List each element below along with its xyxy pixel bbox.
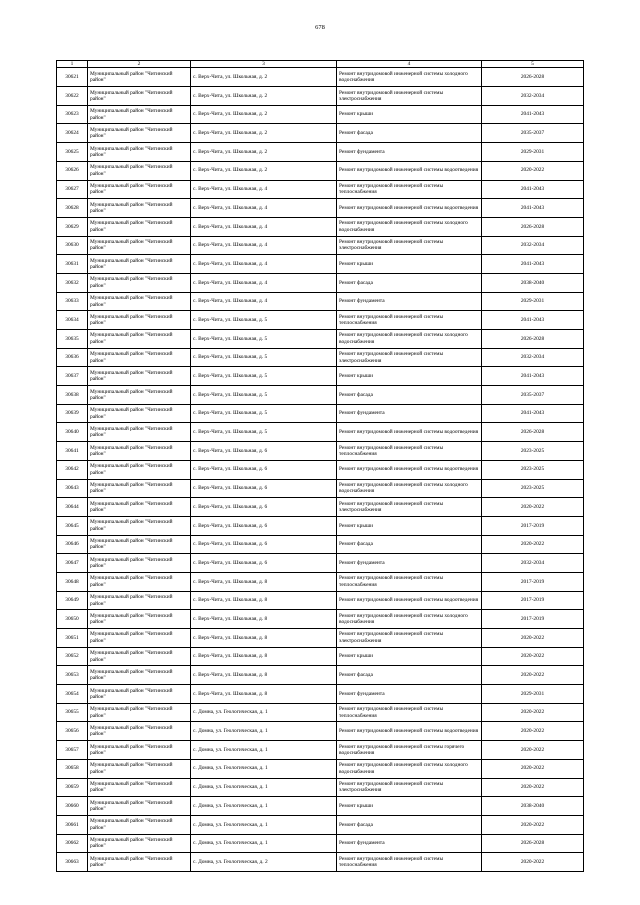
- row-number-cell: 30627: [57, 180, 88, 199]
- row-number-cell: 30641: [57, 442, 88, 461]
- work-type-cell: Ремонт фасада: [337, 815, 482, 834]
- row-number-cell: 30637: [57, 367, 88, 386]
- table-row: [57, 180, 584, 199]
- table-row: [57, 348, 584, 367]
- work-type-cell: Ремонт внутридомовой инженерной системы теплоснабжения: [337, 703, 482, 722]
- address-cell: с. Домна, ул. Геологическая, д. 1: [191, 703, 337, 722]
- table-row: [57, 330, 584, 349]
- address-cell: с. Верх-Чита, ул. Школьная, д. 2: [191, 87, 337, 106]
- period-cell: 2020-2022: [482, 815, 584, 834]
- address-cell: с. Верх-Чита, ул. Школьная, д. 6: [191, 498, 337, 517]
- municipality-cell: Муниципальный район "Читинский район": [88, 105, 191, 124]
- page-number: 678: [315, 24, 325, 31]
- table-row: [57, 460, 584, 479]
- table-row: [57, 685, 584, 704]
- row-number-cell: 30657: [57, 741, 88, 760]
- work-type-cell: Ремонт крыши: [337, 797, 482, 816]
- row-number-cell: 30631: [57, 255, 88, 274]
- municipality-cell: Муниципальный район "Читинский район": [88, 87, 191, 106]
- work-type-cell: Ремонт внутридомовой инженерной системы электроснабжения: [337, 629, 482, 648]
- address-cell: с. Верх-Чита, ул. Школьная, д. 5: [191, 404, 337, 423]
- table-row: [57, 479, 584, 498]
- row-number-cell: 30638: [57, 386, 88, 405]
- municipality-cell: Муниципальный район "Читинский район": [88, 311, 191, 330]
- table-row: [57, 124, 584, 143]
- municipality-cell: Муниципальный район "Читинский район": [88, 143, 191, 162]
- municipality-cell: Муниципальный район "Читинский район": [88, 703, 191, 722]
- row-number-cell: 30654: [57, 685, 88, 704]
- address-cell: с. Верх-Чита, ул. Школьная, д. 6: [191, 516, 337, 535]
- table-row: [57, 722, 584, 741]
- table-row: [57, 386, 584, 405]
- work-type-cell: Ремонт внутридомовой инженерной системы теплоснабжения: [337, 853, 482, 872]
- period-cell: 2023-2025: [482, 479, 584, 498]
- period-cell: 2020-2022: [482, 722, 584, 741]
- row-number-cell: 30628: [57, 199, 88, 218]
- work-type-cell: Ремонт фасада: [337, 386, 482, 405]
- table-row: [57, 68, 584, 87]
- municipality-cell: Муниципальный район "Читинский район": [88, 348, 191, 367]
- row-number-cell: 30653: [57, 666, 88, 685]
- table-row: [57, 815, 584, 834]
- work-type-cell: Ремонт внутридомовой инженерной системы водоотведения: [337, 591, 482, 610]
- municipality-cell: Муниципальный район "Читинский район": [88, 778, 191, 797]
- period-cell: 2032-2034: [482, 236, 584, 255]
- period-cell: 2023-2025: [482, 460, 584, 479]
- period-cell: 2020-2022: [482, 778, 584, 797]
- table-row: [57, 161, 584, 180]
- row-number-cell: 30626: [57, 161, 88, 180]
- row-number-cell: 30624: [57, 124, 88, 143]
- period-cell: 2026-2028: [482, 423, 584, 442]
- municipality-cell: Муниципальный район "Читинский район": [88, 516, 191, 535]
- period-cell: 2020-2022: [482, 703, 584, 722]
- address-cell: с. Домна, ул. Геологическая, д. 2: [191, 853, 337, 872]
- work-type-cell: Ремонт внутридомовой инженерной системы теплоснабжения: [337, 572, 482, 591]
- period-cell: 2026-2028: [482, 68, 584, 87]
- row-number-cell: 30647: [57, 554, 88, 573]
- table-row: [57, 797, 584, 816]
- table-row: [57, 853, 584, 872]
- municipality-cell: Муниципальный район "Читинский район": [88, 610, 191, 629]
- address-cell: с. Верх-Чита, ул. Школьная, д. 8: [191, 685, 337, 704]
- work-type-cell: Ремонт внутридомовой инженерной системы холодного водоснабжения: [337, 479, 482, 498]
- municipality-cell: Муниципальный район "Читинский район": [88, 685, 191, 704]
- address-cell: с. Верх-Чита, ул. Школьная, д. 8: [191, 647, 337, 666]
- address-cell: с. Верх-Чита, ул. Школьная, д. 5: [191, 386, 337, 405]
- municipality-cell: Муниципальный район "Читинский район": [88, 161, 191, 180]
- address-cell: с. Домна, ул. Геологическая, д. 1: [191, 834, 337, 853]
- table-row: [57, 423, 584, 442]
- table-row: [57, 778, 584, 797]
- row-number-cell: 30623: [57, 105, 88, 124]
- work-type-cell: Ремонт внутридомовой инженерной системы теплоснабжения: [337, 180, 482, 199]
- row-number-cell: 30636: [57, 348, 88, 367]
- period-cell: 2041-2043: [482, 367, 584, 386]
- work-type-cell: Ремонт внутридомовой инженерной системы теплоснабжения: [337, 442, 482, 461]
- row-number-cell: 30621: [57, 68, 88, 87]
- period-cell: 2020-2022: [482, 535, 584, 554]
- work-type-cell: Ремонт фундамента: [337, 292, 482, 311]
- work-type-cell: Ремонт внутридомовой инженерной системы водоотведения: [337, 460, 482, 479]
- address-cell: с. Верх-Чита, ул. Школьная, д. 5: [191, 311, 337, 330]
- work-type-cell: Ремонт внутридомовой инженерной системы водоотведения: [337, 199, 482, 218]
- address-cell: с. Верх-Чита, ул. Школьная, д. 4: [191, 273, 337, 292]
- address-cell: с. Верх-Чита, ул. Школьная, д. 4: [191, 255, 337, 274]
- municipality-cell: Муниципальный район "Читинский район": [88, 834, 191, 853]
- work-type-cell: Ремонт крыши: [337, 647, 482, 666]
- table-row: [57, 591, 584, 610]
- period-cell: 2026-2028: [482, 217, 584, 236]
- column-header: 3: [191, 61, 337, 68]
- period-cell: 2017-2019: [482, 516, 584, 535]
- capital-repair-table: [56, 60, 584, 872]
- row-number-cell: 30643: [57, 479, 88, 498]
- address-cell: с. Верх-Чита, ул. Школьная, д. 2: [191, 105, 337, 124]
- period-cell: 2020-2022: [482, 741, 584, 760]
- address-cell: с. Верх-Чита, ул. Школьная, д. 5: [191, 330, 337, 349]
- period-cell: 2023-2025: [482, 442, 584, 461]
- row-number-cell: 30659: [57, 778, 88, 797]
- address-cell: с. Верх-Чита, ул. Школьная, д. 2: [191, 143, 337, 162]
- address-cell: с. Домна, ул. Геологическая, д. 1: [191, 722, 337, 741]
- row-number-cell: 30646: [57, 535, 88, 554]
- municipality-cell: Муниципальный район "Читинский район": [88, 180, 191, 199]
- row-number-cell: 30645: [57, 516, 88, 535]
- table-row: [57, 311, 584, 330]
- address-cell: с. Домна, ул. Геологическая, д. 1: [191, 797, 337, 816]
- table-row: [57, 647, 584, 666]
- period-cell: 2032-2034: [482, 87, 584, 106]
- work-type-cell: Ремонт внутридомовой инженерной системы электроснабжения: [337, 236, 482, 255]
- table-row: [57, 442, 584, 461]
- table-row: [57, 87, 584, 106]
- municipality-cell: Муниципальный район "Читинский район": [88, 759, 191, 778]
- work-type-cell: Ремонт внутридомовой инженерной системы электроснабжения: [337, 498, 482, 517]
- municipality-cell: Муниципальный район "Читинский район": [88, 367, 191, 386]
- address-cell: с. Домна, ул. Геологическая, д. 1: [191, 815, 337, 834]
- address-cell: с. Домна, ул. Геологическая, д. 1: [191, 741, 337, 760]
- table-row: [57, 255, 584, 274]
- row-number-cell: 30633: [57, 292, 88, 311]
- row-number-cell: 30663: [57, 853, 88, 872]
- row-number-cell: 30656: [57, 722, 88, 741]
- address-cell: с. Верх-Чита, ул. Школьная, д. 8: [191, 610, 337, 629]
- row-number-cell: 30630: [57, 236, 88, 255]
- table-row: [57, 741, 584, 760]
- row-number-cell: 30648: [57, 572, 88, 591]
- address-cell: с. Верх-Чита, ул. Школьная, д. 2: [191, 68, 337, 87]
- table-row: [57, 759, 584, 778]
- period-cell: 2029-2031: [482, 143, 584, 162]
- municipality-cell: Муниципальный район "Читинский район": [88, 273, 191, 292]
- table-row: [57, 273, 584, 292]
- row-number-cell: 30650: [57, 610, 88, 629]
- municipality-cell: Муниципальный район "Читинский район": [88, 330, 191, 349]
- table-row: [57, 292, 584, 311]
- work-type-cell: Ремонт внутридомовой инженерной системы водоотведения: [337, 161, 482, 180]
- address-cell: с. Верх-Чита, ул. Школьная, д. 8: [191, 572, 337, 591]
- row-number-cell: 30642: [57, 460, 88, 479]
- work-type-cell: Ремонт внутридомовой инженерной системы теплоснабжения: [337, 311, 482, 330]
- work-type-cell: Ремонт внутридомовой инженерной системы холодного водоснабжения: [337, 330, 482, 349]
- municipality-cell: Муниципальный район "Читинский район": [88, 535, 191, 554]
- work-type-cell: Ремонт фундамента: [337, 143, 482, 162]
- column-header: 2: [88, 61, 191, 68]
- address-cell: с. Верх-Чита, ул. Школьная, д. 6: [191, 442, 337, 461]
- period-cell: 2020-2022: [482, 629, 584, 648]
- municipality-cell: Муниципальный район "Читинский район": [88, 404, 191, 423]
- municipality-cell: Муниципальный район "Читинский район": [88, 479, 191, 498]
- table-row: [57, 367, 584, 386]
- column-header: 5: [482, 61, 584, 68]
- period-cell: 2038-2040: [482, 273, 584, 292]
- table-row: [57, 703, 584, 722]
- table-row: [57, 236, 584, 255]
- period-cell: 2017-2019: [482, 572, 584, 591]
- period-cell: 2032-2034: [482, 348, 584, 367]
- municipality-cell: Муниципальный район "Читинский район": [88, 386, 191, 405]
- table-header: [57, 61, 584, 68]
- municipality-cell: Муниципальный район "Читинский район": [88, 591, 191, 610]
- row-number-cell: 30634: [57, 311, 88, 330]
- work-type-cell: Ремонт внутридомовой инженерной системы холодного водоснабжения: [337, 610, 482, 629]
- work-type-cell: Ремонт фасада: [337, 666, 482, 685]
- table-row: [57, 572, 584, 591]
- period-cell: 2020-2022: [482, 161, 584, 180]
- period-cell: 2035-2037: [482, 386, 584, 405]
- municipality-cell: Муниципальный район "Читинский район": [88, 236, 191, 255]
- row-number-cell: 30632: [57, 273, 88, 292]
- period-cell: 2020-2022: [482, 647, 584, 666]
- municipality-cell: Муниципальный район "Читинский район": [88, 217, 191, 236]
- period-cell: 2041-2043: [482, 105, 584, 124]
- period-cell: 2029-2031: [482, 292, 584, 311]
- address-cell: с. Верх-Чита, ул. Школьная, д. 4: [191, 199, 337, 218]
- municipality-cell: Муниципальный район "Читинский район": [88, 292, 191, 311]
- work-type-cell: Ремонт внутридомовой инженерной системы водоотведения: [337, 722, 482, 741]
- row-number-cell: 30644: [57, 498, 88, 517]
- work-type-cell: Ремонт фундамента: [337, 685, 482, 704]
- table-row: [57, 834, 584, 853]
- table-row: [57, 498, 584, 517]
- row-number-cell: 30662: [57, 834, 88, 853]
- municipality-cell: Муниципальный район "Читинский район": [88, 68, 191, 87]
- table-row: [57, 143, 584, 162]
- period-cell: 2035-2037: [482, 124, 584, 143]
- address-cell: с. Домна, ул. Геологическая, д. 1: [191, 759, 337, 778]
- table-row: [57, 666, 584, 685]
- row-number-cell: 30655: [57, 703, 88, 722]
- row-number-cell: 30661: [57, 815, 88, 834]
- period-cell: 2038-2040: [482, 797, 584, 816]
- work-type-cell: Ремонт фасада: [337, 535, 482, 554]
- municipality-cell: Муниципальный район "Читинский район": [88, 797, 191, 816]
- table-row: [57, 217, 584, 236]
- period-cell: 2020-2022: [482, 498, 584, 517]
- work-type-cell: Ремонт крыши: [337, 105, 482, 124]
- row-number-cell: 30660: [57, 797, 88, 816]
- address-cell: с. Верх-Чита, ул. Школьная, д. 6: [191, 479, 337, 498]
- period-cell: 2041-2043: [482, 255, 584, 274]
- address-cell: с. Верх-Чита, ул. Школьная, д. 6: [191, 554, 337, 573]
- address-cell: с. Верх-Чита, ул. Школьная, д. 6: [191, 535, 337, 554]
- municipality-cell: Муниципальный район "Читинский район": [88, 199, 191, 218]
- work-type-cell: Ремонт фундамента: [337, 834, 482, 853]
- work-type-cell: Ремонт фасада: [337, 124, 482, 143]
- municipality-cell: Муниципальный район "Читинский район": [88, 741, 191, 760]
- header-row: [57, 61, 584, 68]
- period-cell: 2020-2022: [482, 666, 584, 685]
- period-cell: 2026-2028: [482, 834, 584, 853]
- period-cell: 2020-2022: [482, 759, 584, 778]
- table-row: [57, 554, 584, 573]
- municipality-cell: Муниципальный район "Читинский район": [88, 255, 191, 274]
- municipality-cell: Муниципальный район "Читинский район": [88, 554, 191, 573]
- work-type-cell: Ремонт крыши: [337, 516, 482, 535]
- work-type-cell: Ремонт внутридомовой инженерной системы электроснабжения: [337, 87, 482, 106]
- row-number-cell: 30640: [57, 423, 88, 442]
- municipality-cell: Муниципальный район "Читинский район": [88, 647, 191, 666]
- work-type-cell: Ремонт внутридомовой инженерной системы электроснабжения: [337, 348, 482, 367]
- work-type-cell: Ремонт фасада: [337, 273, 482, 292]
- row-number-cell: 30635: [57, 330, 88, 349]
- table-row: [57, 516, 584, 535]
- table-row: [57, 199, 584, 218]
- address-cell: с. Верх-Чита, ул. Школьная, д. 5: [191, 367, 337, 386]
- address-cell: с. Верх-Чита, ул. Школьная, д. 4: [191, 236, 337, 255]
- address-cell: с. Верх-Чита, ул. Школьная, д. 4: [191, 180, 337, 199]
- work-type-cell: Ремонт внутридомовой инженерной системы водоотведения: [337, 423, 482, 442]
- row-number-cell: 30652: [57, 647, 88, 666]
- address-cell: с. Верх-Чита, ул. Школьная, д. 8: [191, 666, 337, 685]
- table-row: [57, 105, 584, 124]
- municipality-cell: Муниципальный район "Читинский район": [88, 853, 191, 872]
- column-header: 4: [337, 61, 482, 68]
- row-number-cell: 30625: [57, 143, 88, 162]
- municipality-cell: Муниципальный район "Читинский район": [88, 423, 191, 442]
- period-cell: 2020-2022: [482, 853, 584, 872]
- address-cell: с. Домна, ул. Геологическая, д. 1: [191, 778, 337, 797]
- work-type-cell: Ремонт внутридомовой инженерной системы горячего водоснабжения: [337, 741, 482, 760]
- address-cell: с. Верх-Чита, ул. Школьная, д. 6: [191, 460, 337, 479]
- address-cell: с. Верх-Чита, ул. Школьная, д. 5: [191, 423, 337, 442]
- table-row: [57, 629, 584, 648]
- work-type-cell: Ремонт фундамента: [337, 404, 482, 423]
- table-row: [57, 610, 584, 629]
- row-number-cell: 30622: [57, 87, 88, 106]
- period-cell: 2017-2019: [482, 591, 584, 610]
- work-type-cell: Ремонт внутридомовой инженерной системы электроснабжения: [337, 778, 482, 797]
- row-number-cell: 30649: [57, 591, 88, 610]
- municipality-cell: Муниципальный район "Читинский район": [88, 124, 191, 143]
- row-number-cell: 30629: [57, 217, 88, 236]
- municipality-cell: Муниципальный район "Читинский район": [88, 629, 191, 648]
- row-number-cell: 30639: [57, 404, 88, 423]
- municipality-cell: Муниципальный район "Читинский район": [88, 498, 191, 517]
- municipality-cell: Муниципальный район "Читинский район": [88, 666, 191, 685]
- table-row: [57, 535, 584, 554]
- period-cell: 2041-2043: [482, 199, 584, 218]
- address-cell: с. Верх-Чита, ул. Школьная, д. 2: [191, 124, 337, 143]
- municipality-cell: Муниципальный район "Читинский район": [88, 442, 191, 461]
- period-cell: 2032-2034: [482, 554, 584, 573]
- work-type-cell: Ремонт внутридомовой инженерной системы холодного водоснабжения: [337, 759, 482, 778]
- work-type-cell: Ремонт крыши: [337, 255, 482, 274]
- table-row: [57, 404, 584, 423]
- address-cell: с. Верх-Чита, ул. Школьная, д. 2: [191, 161, 337, 180]
- work-type-cell: Ремонт внутридомовой инженерной системы холодного водоснабжения: [337, 68, 482, 87]
- period-cell: 2026-2028: [482, 330, 584, 349]
- address-cell: с. Верх-Чита, ул. Школьная, д. 8: [191, 591, 337, 610]
- address-cell: с. Верх-Чита, ул. Школьная, д. 5: [191, 348, 337, 367]
- work-type-cell: Ремонт внутридомовой инженерной системы холодного водоснабжения: [337, 217, 482, 236]
- address-cell: с. Верх-Чита, ул. Школьная, д. 4: [191, 292, 337, 311]
- row-number-cell: 30651: [57, 629, 88, 648]
- period-cell: 2041-2043: [482, 404, 584, 423]
- period-cell: 2017-2019: [482, 610, 584, 629]
- address-cell: с. Верх-Чита, ул. Школьная, д. 8: [191, 629, 337, 648]
- work-type-cell: Ремонт крыши: [337, 367, 482, 386]
- period-cell: 2029-2031: [482, 685, 584, 704]
- address-cell: с. Верх-Чита, ул. Школьная, д. 4: [191, 217, 337, 236]
- period-cell: 2041-2043: [482, 180, 584, 199]
- municipality-cell: Муниципальный район "Читинский район": [88, 460, 191, 479]
- municipality-cell: Муниципальный район "Читинский район": [88, 722, 191, 741]
- work-type-cell: Ремонт фундамента: [337, 554, 482, 573]
- municipality-cell: Муниципальный район "Читинский район": [88, 815, 191, 834]
- municipality-cell: Муниципальный район "Читинский район": [88, 572, 191, 591]
- period-cell: 2041-2043: [482, 311, 584, 330]
- column-header: 1: [57, 61, 88, 68]
- table-body: [57, 68, 584, 872]
- row-number-cell: 30658: [57, 759, 88, 778]
